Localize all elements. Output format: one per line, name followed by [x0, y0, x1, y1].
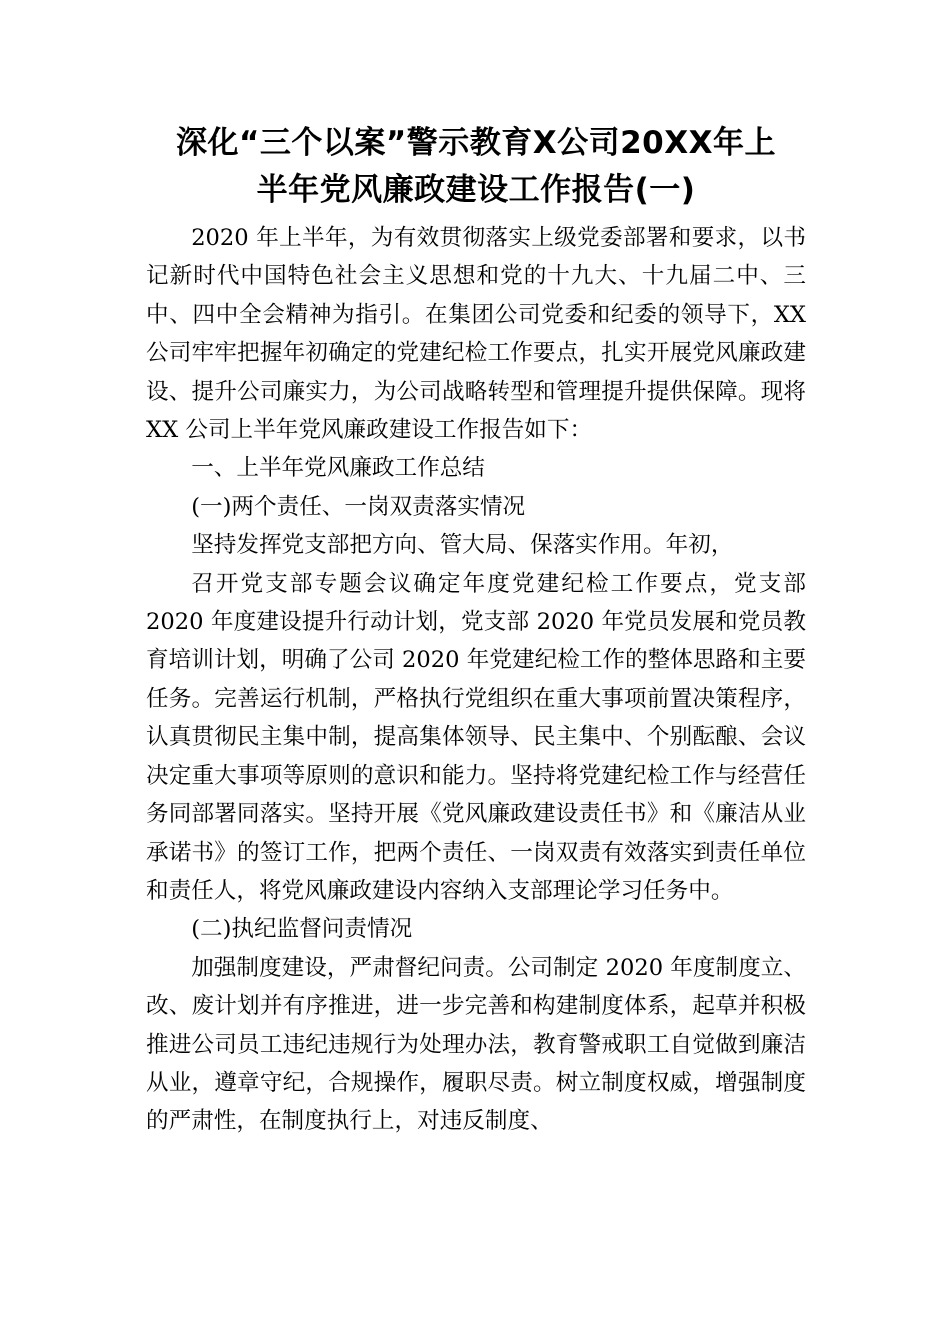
subsection-1-paragraph-1: 坚持发挥党支部把方向、管大局、保落实作用。年初，: [191, 532, 734, 559]
subsection-2-paragraph-1: 加强制度建设，严肃督纪问责。公司制定 2020 年度制度立、改、废计划并有序推进，进一步完善和构建制度体系，起草并积极推进公司员工违纪违规行为处理办法，教育警戒职工自觉做到廉洁从业，遵章守纪，合规操作，履职尽责。树立制度权威，增强制度的严肃性，在制度执行上，对违反制度、: [146, 954, 806, 1135]
document-title: [146, 120, 806, 214]
subsection-heading-1: (一)两个责任、一岗双责落实情况: [191, 493, 526, 520]
subsection-heading-2: (二)执纪监督问责情况: [191, 916, 413, 943]
title-line-1: 深化“三个以案”警示教育X公司20XX年上: [175, 125, 777, 161]
document-page: [146, 120, 806, 1141]
document-body: [146, 219, 806, 1141]
intro-paragraph: 2020 年上半年，为有效贯彻落实上级党委部署和要求，以书记新时代中国特色社会主义思想和党的十九大、十九届二中、三中、四中全会精神为指引。在集团公司党委和纪委的领导下，XX 公司牢牢把握年初确定的党建纪检工作要点，扎实开展党风廉政建设、提升公司廉实力，为公司战略转型和管理提升提供保障。现将 XX 公司上半年党风廉政建设工作报告如下：: [146, 225, 806, 444]
section-heading-1: 一、上半年党风廉政工作总结: [191, 455, 485, 482]
title-line-2: 半年党风廉政建设工作报告(一): [256, 172, 696, 208]
subsection-1-paragraph-2: 召开党支部专题会议确定年度党建纪检工作要点，党支部2020 年度建设提升行动计划，党支部 2020 年党员发展和党员教育培训计划，明确了公司 2020 年党建纪检工作的整体思路和主要任务。完善运行机制，严格执行党组织在重大事项前置决策程序，认真贯彻民主集中制，提高集体领导、民主集中、个别酝酿、会议决定重大事项等原则的意识和能力。坚持将党建纪检工作与经营任务同部署同落实。坚持开展《党风廉政建设责任书》和《廉洁从业承诺书》的签订工作，把两个责任、一岗双责有效落实到责任单位和责任人，将党风廉政建设内容纳入支部理论学习任务中。: [146, 570, 806, 904]
